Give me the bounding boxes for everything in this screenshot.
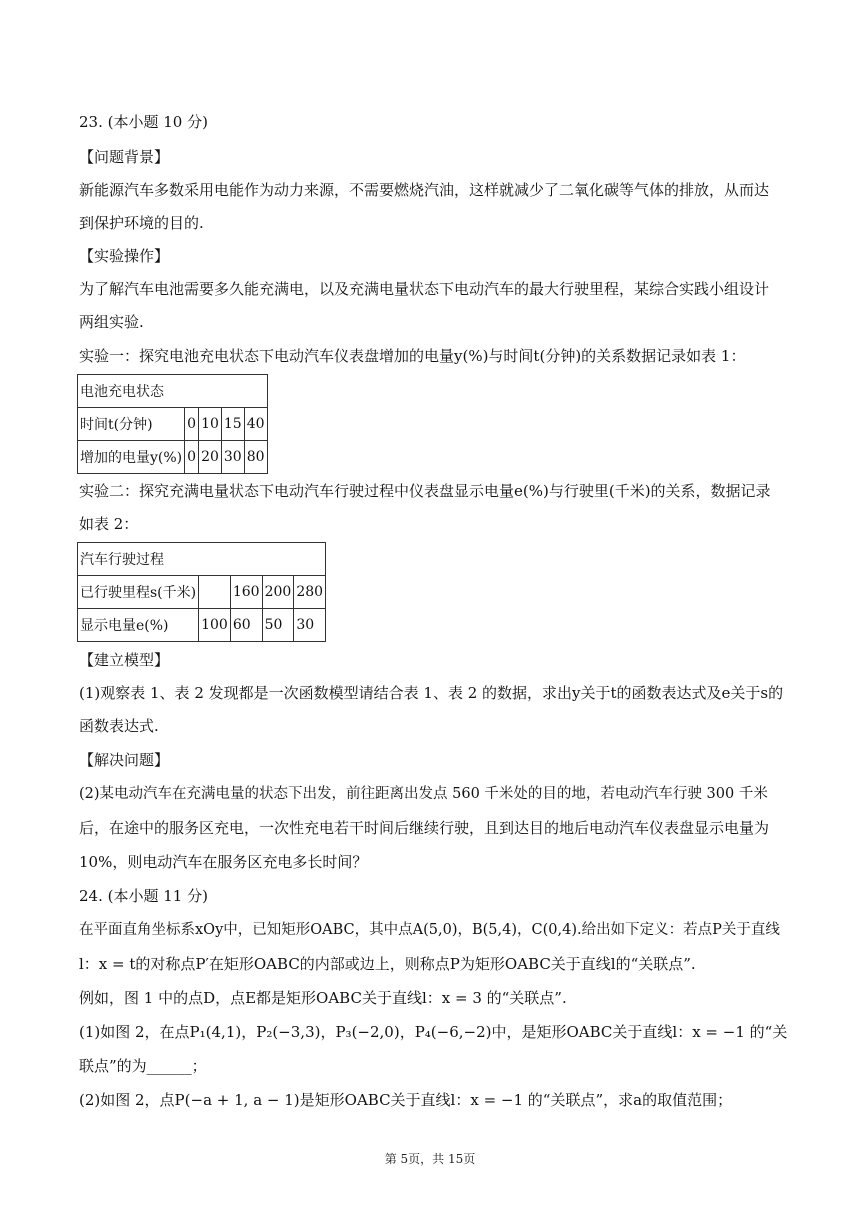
table-cell: 30	[221, 441, 244, 474]
q24-text-line3: 例如，图 1 中的点D，点E都是矩形OABC关于直线l：x = 3 的“关联点”.	[79, 989, 567, 1007]
table-cell: 20	[199, 441, 222, 474]
table-2	[77, 542, 326, 642]
q24-title: 24. (本小题 11 分)	[79, 887, 208, 905]
table-cell: 60	[230, 609, 262, 642]
q24-part2-text: (2)如图 2，点P(−a + 1, a − 1)是矩形OABC关于直线l：x = −1 的“关联点”，求a的取值范围；	[79, 1091, 733, 1109]
q23-model-text-line1: (1)观察表 1、表 2 发现都是一次函数模型请结合表 1、表 2 的数据，求出y关于t的函数表达式及e关于s的	[79, 684, 784, 702]
table-row	[78, 609, 326, 642]
table-cell-label: 增加的电量y(%)	[78, 441, 185, 474]
q23-experiment-header: 【实验操作】	[79, 247, 170, 265]
table-2-title: 汽车行驶过程	[78, 543, 326, 576]
q24-part1-text-line1: (1)如图 2，在点P₁(4,1)，P₂(−3,3)，P₃(−2,0)，P₄(−6,−2)中，是矩形OABC关于直线l：x = −1 的“关	[79, 1023, 788, 1041]
q23-experiment1-text: 实验一：探究电池充电状态下电动汽车仪表盘增加的电量y(%)与时间t(分钟)的关系数据记录如表 1：	[79, 347, 746, 365]
table-cell-label: 已行驶里程s(千米)	[78, 576, 199, 609]
q23-solve-header: 【解决问题】	[79, 751, 170, 769]
q24-text-line2: l：x = t的对称点P′在矩形OABC的内部或边上，则称点P为矩形OABC关于直线l的“关联点”.	[79, 955, 696, 973]
table-row	[78, 408, 268, 441]
table-cell: 80	[244, 441, 267, 474]
q23-model-text-line2: 函数表达式.	[79, 717, 159, 735]
q23-experiment2-text-line2: 如表 2：	[79, 515, 139, 533]
table-cell-label: 显示电量e(%)	[78, 609, 199, 642]
table-row	[78, 441, 268, 474]
q23-model-header: 【建立模型】	[79, 651, 170, 669]
table-cell: 160	[230, 576, 262, 609]
q23-solve-text-line2: 后，在途中的服务区充电，一次性充电若干时间后继续行驶，且到达目的地后电动汽车仪表盘显示电量为	[79, 819, 770, 837]
table-cell: 200	[262, 576, 294, 609]
table-cell: 15	[221, 408, 244, 441]
q23-solve-text-line3: 10%，则电动汽车在服务区充电多长时间？	[79, 853, 368, 871]
table-cell: 0	[185, 408, 199, 441]
q23-experiment-text-line2: 两组实验.	[79, 313, 144, 331]
page-footer: 第 5页，共 15页	[384, 1152, 476, 1166]
q23-background-text-line2: 到保护环境的目的.	[79, 214, 204, 232]
table-1	[77, 374, 268, 474]
q23-solve-text-line1: (2)某电动汽车在充满电量的状态下出发，前往距离出发点 560 千米处的目的地，若电动汽车行驶 300 千米	[79, 786, 768, 802]
q23-experiment2-text-line1: 实验二：探究充满电量状态下电动汽车行驶过程中仪表盘显示电量e(%)与行驶里(千米)的关系，数据记录	[79, 482, 771, 500]
table-cell: 100	[199, 609, 231, 642]
table-cell: 10	[199, 408, 222, 441]
table-1-title: 电池充电状态	[78, 375, 268, 408]
q24-part1-text-line2: 联点”的为______；	[79, 1057, 207, 1075]
q23-background-header: 【问题背景】	[79, 148, 170, 166]
q23-experiment-text-line1: 为了解汽车电池需要多久能充满电，以及充满电量状态下电动汽车的最大行驶里程，某综合实践小组设计	[79, 280, 770, 298]
q23-background-text-line1: 新能源汽车多数采用电能作为动力来源，不需要燃烧汽油，这样就减少了二氧化碳等气体的排放，从而达	[79, 181, 770, 199]
table-cell	[199, 576, 231, 609]
table-cell: 280	[294, 576, 326, 609]
table-cell: 0	[185, 441, 199, 474]
table-cell: 40	[244, 408, 267, 441]
q24-text-line1: 在平面直角坐标系xOy中，已知矩形OABC，其中点A(5,0)，B(5,4)，C(0,4).给出如下定义：若点P关于直线	[79, 922, 780, 938]
table-cell-label: 时间t(分钟)	[78, 408, 185, 441]
table-cell: 30	[294, 609, 326, 642]
table-row	[78, 576, 326, 609]
table-cell: 50	[262, 609, 294, 642]
q23-title: 23. (本小题 10 分)	[79, 113, 208, 131]
